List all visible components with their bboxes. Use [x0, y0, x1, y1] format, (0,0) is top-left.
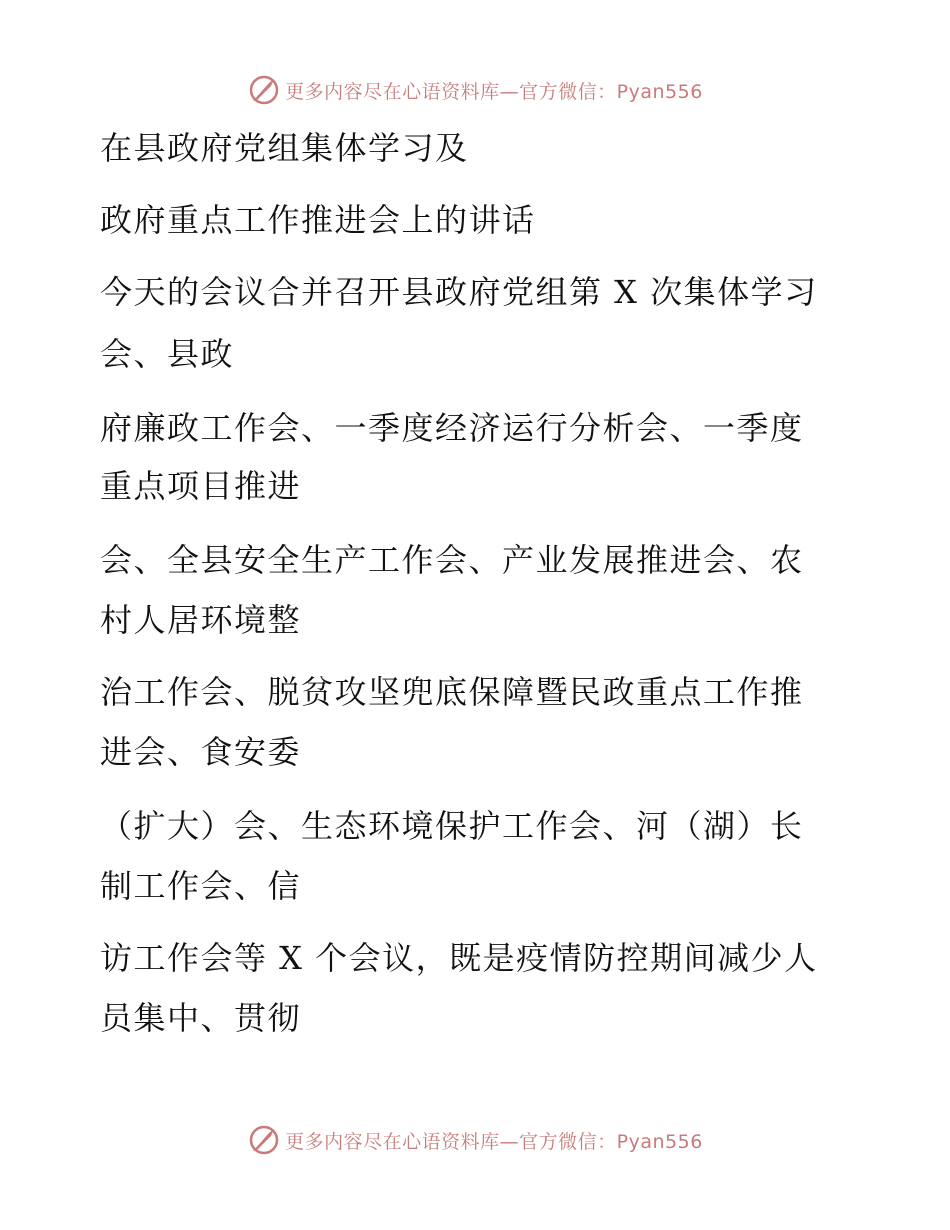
quill-pen-circle-icon — [247, 73, 281, 107]
doc-line: 政府重点工作推进会上的讲话 — [100, 201, 536, 239]
doc-line: 会、全县安全生产工作会、产业发展推进会、农 — [100, 541, 804, 579]
doc-line: 治工作会、脱贫攻坚兜底保障暨民政重点工作推 — [100, 673, 804, 711]
doc-line: 今天的会议合并召开县政府党组第 X 次集体学习 — [100, 273, 818, 311]
doc-line: 会、县政 — [100, 335, 235, 373]
watermark-header — [0, 70, 950, 110]
doc-line: 员集中、贯彻 — [100, 999, 302, 1037]
doc-line: 村人居环境整 — [100, 601, 302, 639]
watermark-text: 更多内容尽在心语资料库—官方微信：Pyan556 — [285, 80, 703, 103]
doc-line: 访工作会等 X 个会议，既是疫情防控期间减少人 — [100, 939, 818, 977]
watermark-text: 更多内容尽在心语资料库—官方微信：Pyan556 — [285, 1130, 703, 1153]
watermark-footer — [0, 1120, 950, 1160]
doc-line: 进会、食安委 — [100, 733, 302, 771]
quill-pen-circle-icon — [247, 1123, 281, 1157]
doc-line: 府廉政工作会、一季度经济运行分析会、一季度 — [100, 409, 804, 447]
doc-line: （扩大）会、生态环境保护工作会、河（湖）长 — [100, 807, 804, 845]
doc-line: 制工作会、信 — [100, 867, 302, 905]
doc-line: 在县政府党组集体学习及 — [100, 129, 469, 167]
doc-line: 重点项目推进 — [100, 467, 302, 505]
